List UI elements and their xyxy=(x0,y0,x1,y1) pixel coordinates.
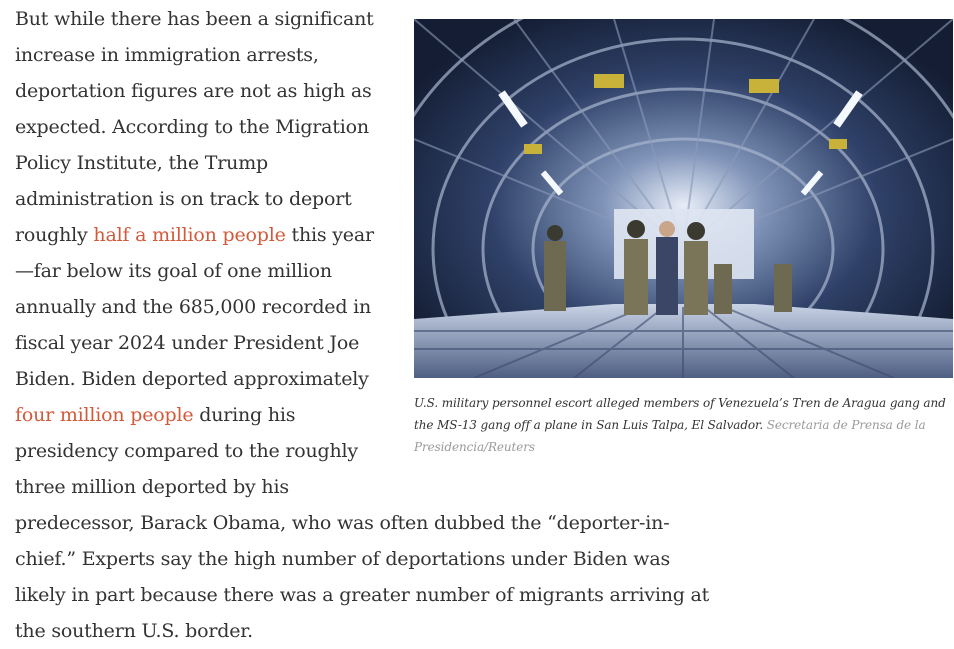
half-million-link[interactable]: half a million people xyxy=(93,224,286,246)
paragraph-text-3: during his presidency compared to the roughly three million deported by his predecessor, Barack Obama, who was often dubbed the “deporter-in-chief.” Experts say the high number of deportations under Biden was likely in part because there was a greater number of migrants arriving at the southern U.S. border. xyxy=(15,404,710,642)
aircraft-cargo-photo xyxy=(414,19,953,378)
four-million-link[interactable]: four million people xyxy=(15,404,194,426)
paragraph-text-2: this year—far below its goal of one million annually and the 685,000 recorded in fiscal year 2024 under President Joe Biden. Biden deported approximately xyxy=(15,224,374,390)
article-figure xyxy=(414,0,953,480)
paragraph-text-1: But while there has been a significant increase in immigration arrests, deportation figures are not as high as expected. According to the Migration Policy Institute, the Trump administration is on track to deport roughly xyxy=(15,8,374,246)
figure-caption xyxy=(414,392,953,458)
caption-text: U.S. military personnel escort alleged members of Venezuela’s Tren de Aragua gang and the MS-13 gang off a plane in San Luis Talpa, El Salvador. xyxy=(414,396,946,432)
article-body xyxy=(15,0,946,649)
photo-credit: Secretaria de Prensa de la Presidencia/Reuters xyxy=(414,418,926,454)
